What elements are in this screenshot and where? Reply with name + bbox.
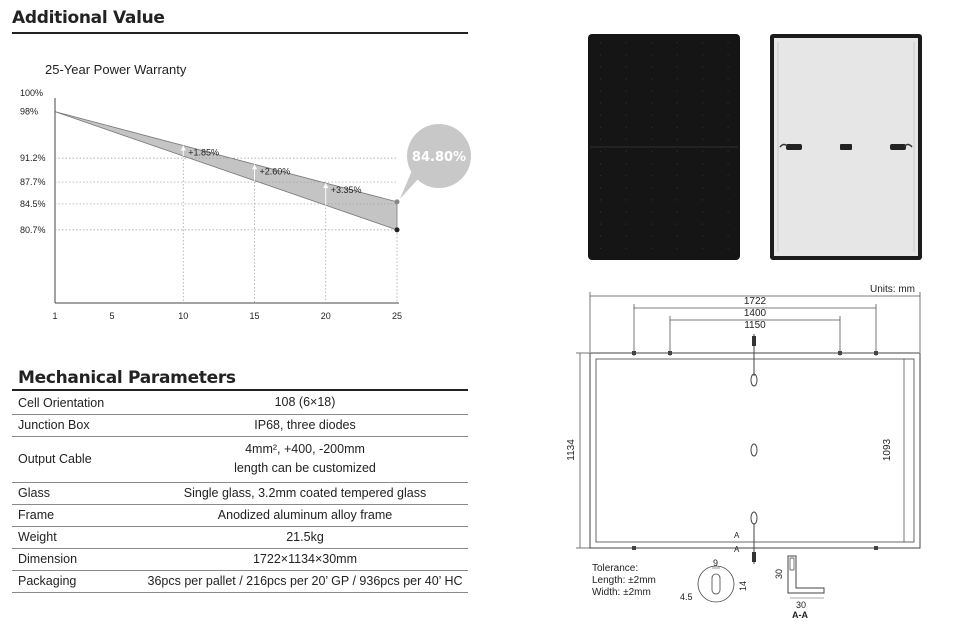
- param-value: [142, 526, 468, 548]
- end-point-upper: [395, 199, 400, 204]
- cell-marker: [626, 236, 627, 237]
- param-value-line: 108 (6×18): [274, 395, 336, 410]
- panel-back-image: [770, 34, 922, 260]
- y-tick-label: 98%: [20, 106, 39, 117]
- cell-marker: [600, 248, 601, 249]
- cell-marker: [728, 90, 729, 91]
- cell-marker: [702, 151, 703, 152]
- param-key: Output Cable: [12, 436, 142, 482]
- param-value-line: 1722×1134×30mm: [252, 551, 358, 566]
- dim-width: 1134: [566, 439, 577, 461]
- delta-label: +1.85%: [188, 147, 220, 158]
- cell-marker: [702, 224, 703, 225]
- cell-marker: [728, 224, 729, 225]
- cell-marker: [702, 236, 703, 237]
- cell-marker: [651, 90, 652, 91]
- cell-marker: [626, 127, 627, 128]
- cell-marker: [600, 175, 601, 176]
- delta-label: +3.35%: [330, 185, 362, 196]
- cell-marker: [728, 199, 729, 200]
- param-value: [142, 504, 468, 526]
- cell-marker: [651, 248, 652, 249]
- tolerance-length: Length: ±2mm: [592, 575, 656, 586]
- cell-marker: [728, 139, 729, 140]
- cell-marker: [702, 187, 703, 188]
- cell-marker: [702, 90, 703, 91]
- cell-marker: [626, 103, 627, 104]
- cell-marker: [677, 42, 678, 43]
- profile-height-dim: 30: [774, 568, 784, 580]
- table-row: [12, 548, 468, 570]
- param-value: [142, 414, 468, 436]
- cell-marker: [600, 54, 601, 55]
- cell-marker: [702, 139, 703, 140]
- param-value-line: 21.5kg: [286, 529, 324, 544]
- dim-inner-width: 1093: [882, 438, 893, 462]
- cell-marker: [677, 78, 678, 79]
- cell-marker: [626, 78, 627, 79]
- cell-marker: [728, 54, 729, 55]
- heading-rule: [12, 32, 468, 34]
- cell-marker: [600, 115, 601, 116]
- cell-marker: [728, 211, 729, 212]
- cell-marker: [677, 163, 678, 164]
- cell-marker: [626, 90, 627, 91]
- param-value: [142, 436, 468, 482]
- hole-radius-dim: 4.5: [680, 592, 693, 602]
- cell-marker: [600, 151, 601, 152]
- cell-marker: [677, 66, 678, 67]
- cell-marker: [728, 151, 729, 152]
- cell-marker: [600, 199, 601, 200]
- cell-marker: [626, 42, 627, 43]
- warranty-chart: [0, 88, 480, 328]
- cell-marker: [626, 224, 627, 225]
- cell-marker: [651, 211, 652, 212]
- cell-marker: [677, 127, 678, 128]
- y-tick-label: 87.7%: [20, 177, 46, 188]
- cell-marker: [677, 175, 678, 176]
- x-tick-label: 25: [391, 311, 403, 321]
- cell-marker: [626, 211, 627, 212]
- mechanical-parameters-heading: Mechanical Parameters: [18, 368, 236, 388]
- cell-marker: [702, 248, 703, 249]
- cell-marker: [651, 151, 652, 152]
- cell-marker: [651, 199, 652, 200]
- cell-marker: [728, 103, 729, 104]
- cell-marker: [651, 236, 652, 237]
- cell-marker: [702, 211, 703, 212]
- cell-marker: [728, 127, 729, 128]
- param-value-line: 4mm², +400, -200mm: [245, 442, 365, 456]
- cell-marker: [651, 224, 652, 225]
- cell-marker: [600, 139, 601, 140]
- cell-marker: [702, 163, 703, 164]
- cell-marker: [677, 139, 678, 140]
- cell-marker: [677, 115, 678, 116]
- cell-marker: [651, 78, 652, 79]
- cell-marker: [626, 115, 627, 116]
- param-value-line: 36pcs per pallet / 216pcs per 20’ GP / 936pcs per 40’ HC: [147, 573, 463, 588]
- cell-marker: [626, 151, 627, 152]
- cell-marker: [677, 224, 678, 225]
- cell-marker: [728, 78, 729, 79]
- tolerance-title: Tolerance:: [592, 563, 639, 574]
- cell-marker: [728, 163, 729, 164]
- cell-marker: [626, 66, 627, 67]
- cell-marker: [677, 151, 678, 152]
- cell-marker: [702, 66, 703, 67]
- end-point-lower: [395, 227, 400, 232]
- table-row: [12, 414, 468, 436]
- table-row: [12, 570, 468, 592]
- dimension-drawing: [560, 280, 965, 630]
- x-tick-label: 10: [178, 311, 189, 321]
- delta-label: +2.60%: [259, 166, 291, 177]
- param-value: [142, 392, 468, 414]
- cell-marker: [702, 115, 703, 116]
- badge-value: 84.80%: [411, 150, 467, 165]
- cell-marker: [728, 42, 729, 43]
- param-key: Weight: [12, 526, 142, 548]
- additional-value-heading: Additional Value: [12, 8, 165, 28]
- cell-marker: [677, 236, 678, 237]
- cell-marker: [651, 54, 652, 55]
- table-row: [12, 392, 468, 414]
- table-row: [12, 482, 468, 504]
- cell-marker: [626, 163, 627, 164]
- cell-marker: [600, 103, 601, 104]
- cell-marker: [600, 42, 601, 43]
- cell-marker: [626, 248, 627, 249]
- x-tick-label: 1: [52, 311, 58, 321]
- param-key: Packaging: [12, 570, 142, 592]
- section-mark-a: A: [734, 545, 740, 554]
- table-row: [12, 526, 468, 548]
- cell-marker: [651, 175, 652, 176]
- dim-length: 1722: [743, 296, 767, 307]
- param-value-line: Anodized aluminum alloy frame: [217, 507, 393, 522]
- dim-mount-inner: 1150: [744, 320, 766, 331]
- table-row: [12, 436, 468, 482]
- param-key: Glass: [12, 482, 142, 504]
- cell-marker: [651, 127, 652, 128]
- cell-marker: [677, 54, 678, 55]
- cell-marker: [600, 90, 601, 91]
- hole-width-dim: 9: [713, 558, 719, 568]
- param-key: Frame: [12, 504, 142, 526]
- warranty-area: [55, 112, 397, 230]
- cell-marker: [600, 163, 601, 164]
- cell-marker: [600, 127, 601, 128]
- cell-marker: [651, 139, 652, 140]
- cell-marker: [600, 224, 601, 225]
- cell-marker: [702, 78, 703, 79]
- hole-height-dim: 14: [738, 580, 748, 592]
- cell-marker: [728, 66, 729, 67]
- chart-title: 25-Year Power Warranty: [45, 62, 187, 77]
- profile-width-dim: 30: [796, 600, 807, 610]
- cell-marker: [651, 115, 652, 116]
- cell-marker: [600, 78, 601, 79]
- cell-marker: [677, 103, 678, 104]
- cell-marker: [728, 175, 729, 176]
- cell-marker: [677, 248, 678, 249]
- cell-marker: [626, 199, 627, 200]
- mechanical-parameters-table: [12, 392, 468, 593]
- param-value: [142, 548, 468, 570]
- cell-marker: [728, 115, 729, 116]
- y-tick-label: 91.2%: [20, 153, 46, 164]
- section-label: A-A: [792, 610, 808, 620]
- cell-marker: [702, 127, 703, 128]
- cell-marker: [626, 187, 627, 188]
- cell-marker: [651, 103, 652, 104]
- cell-marker: [600, 187, 601, 188]
- param-key: Junction Box: [12, 414, 142, 436]
- heading-rule: [12, 389, 468, 391]
- cell-marker: [677, 187, 678, 188]
- cell-marker: [728, 236, 729, 237]
- x-tick-label: 20: [320, 311, 331, 321]
- cell-marker: [600, 236, 601, 237]
- param-value-line: Single glass, 3.2mm coated tempered glass: [183, 485, 427, 500]
- cell-marker: [651, 42, 652, 43]
- tolerance-width: Width: ±2mm: [592, 587, 651, 598]
- param-value: [142, 570, 468, 592]
- cell-marker: [651, 163, 652, 164]
- cell-marker: [677, 90, 678, 91]
- x-tick-label: 15: [249, 311, 260, 321]
- cell-marker: [600, 66, 601, 67]
- x-tick-label: 5: [109, 311, 115, 321]
- param-value-line: IP68, three diodes: [254, 417, 356, 432]
- cell-marker: [702, 175, 703, 176]
- cell-marker: [651, 187, 652, 188]
- cell-marker: [728, 187, 729, 188]
- cell-marker: [702, 103, 703, 104]
- cell-marker: [702, 199, 703, 200]
- panel-front-image: [588, 34, 740, 260]
- cell-marker: [626, 139, 627, 140]
- dim-mount-outer: 1400: [743, 308, 767, 319]
- section-mark-a: A: [734, 531, 740, 540]
- y-tick-label: 100%: [20, 88, 44, 98]
- cell-marker: [626, 175, 627, 176]
- table-row: [12, 504, 468, 526]
- cell-marker: [626, 54, 627, 55]
- cell-marker: [651, 66, 652, 67]
- cell-marker: [702, 42, 703, 43]
- units-label: Units: mm: [870, 284, 915, 295]
- y-tick-label: 80.7%: [20, 224, 46, 235]
- param-value-line: length can be customized: [234, 461, 376, 475]
- cell-marker: [677, 211, 678, 212]
- param-key: Dimension: [12, 548, 142, 570]
- param-key: Cell Orientation: [12, 392, 142, 414]
- cell-marker: [702, 54, 703, 55]
- y-tick-label: 84.5%: [20, 198, 46, 209]
- cell-marker: [677, 199, 678, 200]
- param-value: [142, 482, 468, 504]
- cell-marker: [600, 211, 601, 212]
- cell-marker: [728, 248, 729, 249]
